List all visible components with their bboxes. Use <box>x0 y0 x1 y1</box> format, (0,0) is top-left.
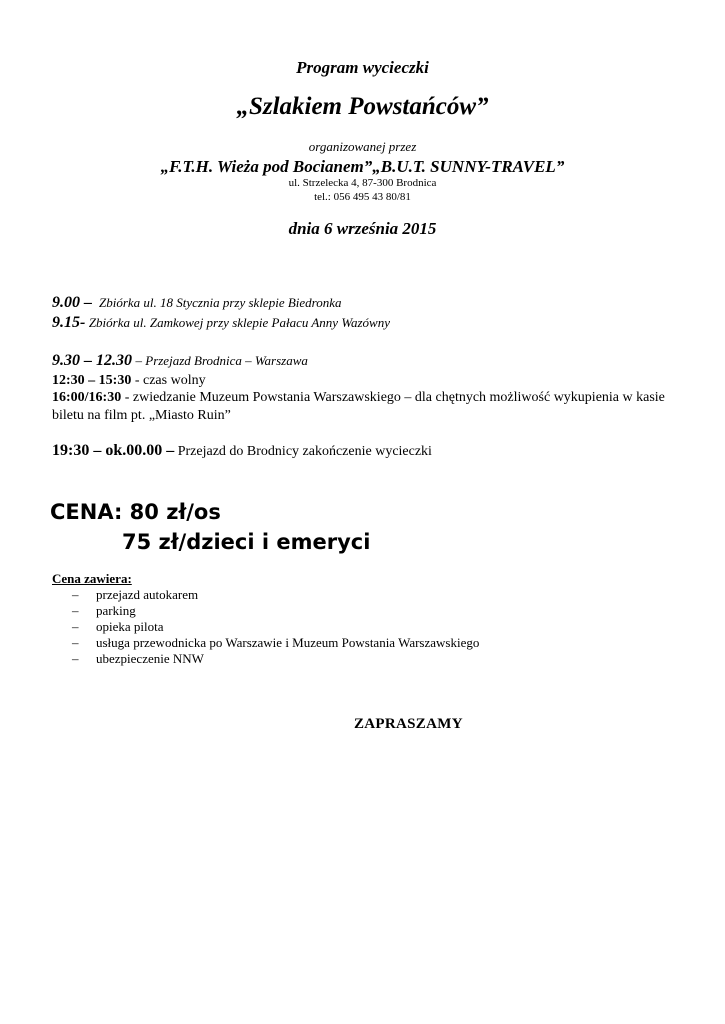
schedule-time: 9.00 – <box>52 294 92 311</box>
schedule-text: Zbiórka ul. 18 Stycznia przy sklepie Biedronka <box>99 295 342 310</box>
schedule-row <box>52 389 667 425</box>
schedule-time: 19:30 – ok.00.00 – <box>52 442 175 459</box>
list-item-text: przejazd autokarem <box>96 587 199 602</box>
organized-by-text: organizowanej przez <box>308 139 417 154</box>
dash-bullet: – <box>72 603 79 618</box>
schedule-text: Przejazd do Brodnicy zakończenie wycieczki <box>177 444 432 459</box>
list-item <box>72 635 479 651</box>
list-item-text: ubezpieczenie NNW <box>96 651 204 666</box>
dash-bullet: – <box>72 619 79 634</box>
address-text: ul. Strzelecka 4, 87-300 Brodnica <box>288 177 437 189</box>
phone-text: tel.: 056 495 43 80/81 <box>314 191 411 203</box>
schedule-text: – Przejazd Brodnica – Warszawa <box>135 353 308 368</box>
schedule-row <box>52 442 672 461</box>
schedule-time: 16:00/16:30 <box>52 390 122 405</box>
includes-list <box>72 587 479 667</box>
price-reduced: 75 zł/dzieci i emeryci <box>122 530 371 554</box>
schedule-time: 12:30 – 15:30 <box>52 373 132 388</box>
organizers-text: „F.T.H. Wieża pod Bocianem”„B.U.T. SUNNY-TRAVEL” <box>160 157 565 176</box>
list-item-text: opieka pilota <box>96 619 164 634</box>
schedule-row <box>52 352 672 371</box>
invite-text: ZAPRASZAMY <box>354 716 463 732</box>
list-item <box>72 587 479 603</box>
schedule-text: - czas wolny <box>134 373 206 388</box>
dash-bullet: – <box>72 635 79 650</box>
list-item <box>72 603 479 619</box>
dash-bullet: – <box>72 651 79 666</box>
list-item-text: parking <box>96 603 136 618</box>
schedule-text: Zbiórka ul. Zamkowej przy sklepie Pałacu Anny Wazówny <box>88 315 390 330</box>
schedule-row <box>52 294 672 313</box>
schedule-time: 9.15- <box>52 314 86 331</box>
list-item <box>72 651 479 667</box>
dash-bullet: – <box>72 587 79 602</box>
includes-label: Cena zawiera: <box>52 571 132 586</box>
list-item-text: usługa przewodnicka po Warszawie i Muzeum Powstania Warszawskiego <box>96 635 480 650</box>
price-adult: CENA: 80 zł/os <box>50 500 221 524</box>
schedule-row <box>52 314 672 333</box>
schedule-text: - zwiedzanie Muzeum Powstania Warszawskiego – dla chętnych możliwość wykupienia w kasie biletu na film pt. „Miasto Ruin” <box>52 390 665 423</box>
program-label: Program wycieczki <box>296 58 429 77</box>
schedule-row <box>52 372 672 390</box>
trip-title: „Szlakiem Powstańców” <box>236 93 489 120</box>
list-item <box>72 619 479 635</box>
schedule-time: 9.30 – 12.30 <box>52 352 132 369</box>
trip-date: dnia 6 września 2015 <box>288 219 437 238</box>
